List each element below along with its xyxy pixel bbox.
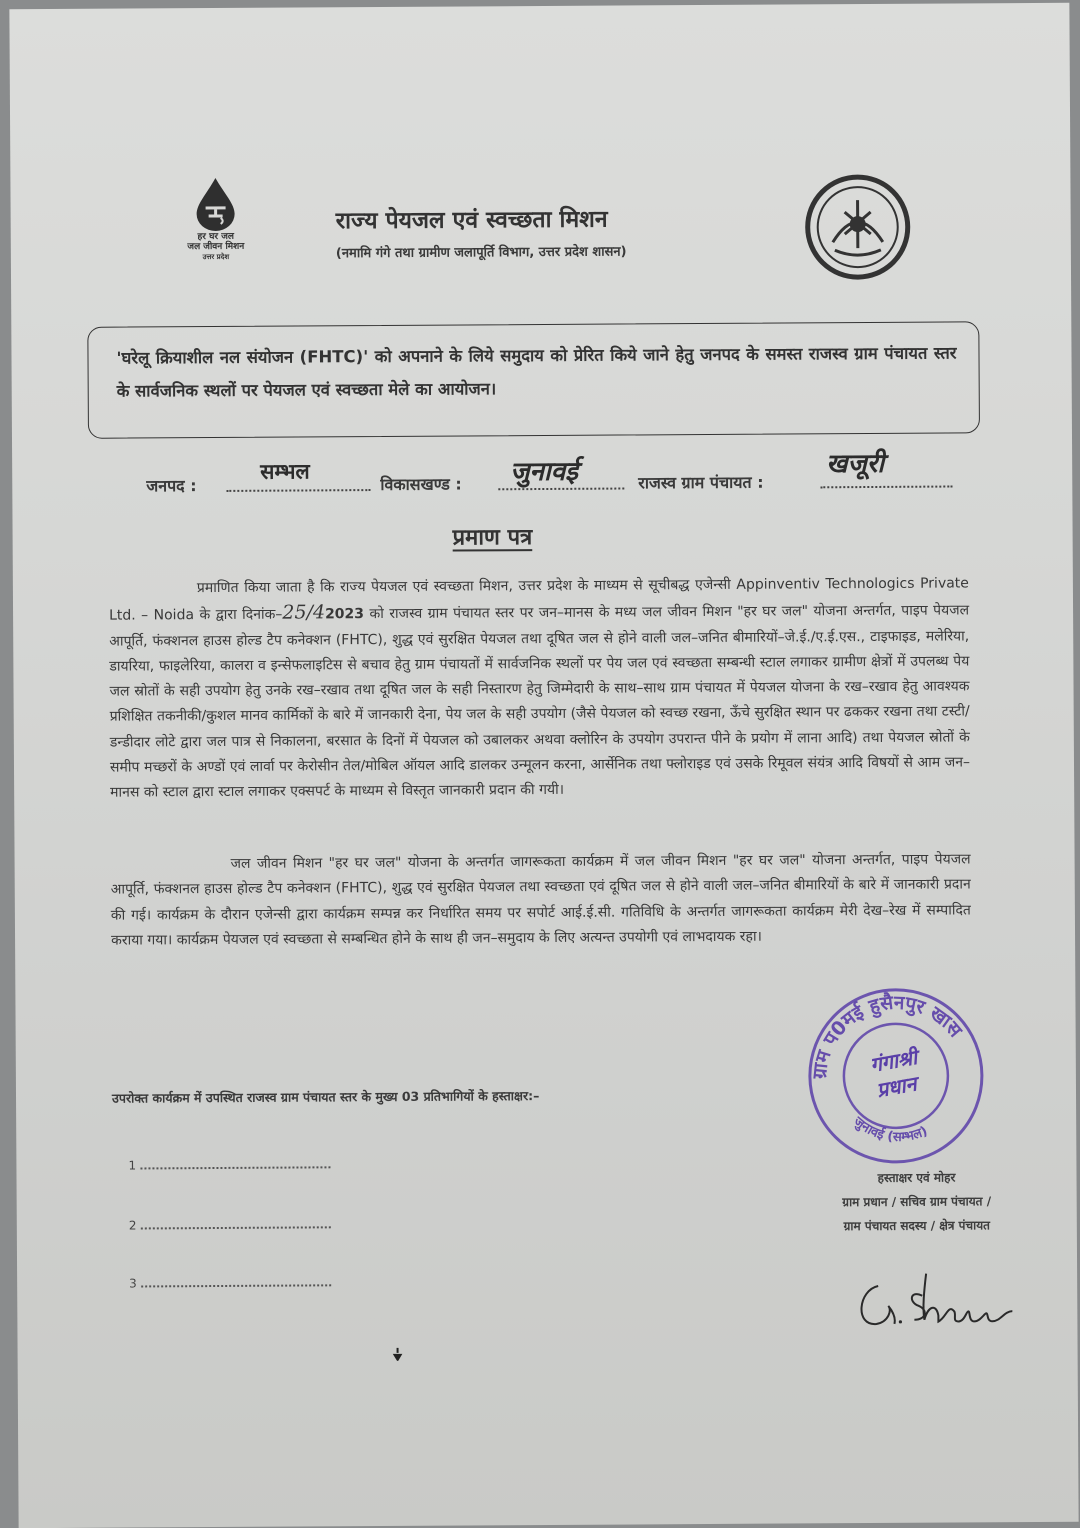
district-value: सम्भल — [260, 459, 310, 484]
event-title-box: 'घरेलू क्रियाशील नल संयोजन (FHTC)' को अपनाने के लिये समुदाय को प्रेरित किये जाने हेतु जनपद के समस्त राजस्व ग्राम पंचायत स्तर के सार्वजनिक स्थलों पर पेयजल एवं स्वच्छता मेले का आयोजन। — [87, 321, 980, 438]
svg-text:जुनावई (सम्भल) — [850, 1113, 930, 1145]
stamp-circle — [795, 983, 996, 1164]
block-label: विकासखण्ड : — [380, 474, 462, 494]
document-page — [9, 3, 1078, 1528]
panchayat-label: राजस्व ग्राम पंचायत : — [638, 472, 764, 493]
logo-caption-1: हर घर जल — [197, 231, 235, 243]
panchayat-value-handwritten: खजूरी — [826, 448, 885, 480]
stamp-bottom-text: जुनावई (सम्भल) — [850, 1114, 930, 1146]
line-number: 2 — [128, 1218, 137, 1233]
district-label: जनपद : — [146, 476, 197, 496]
uttar-pradesh-emblem-seal — [802, 172, 913, 283]
signatory-designation-2: ग्राम पंचायत सदस्य / क्षेत्र पंचायत — [843, 1218, 991, 1234]
certificate-paragraph-1 — [109, 571, 970, 806]
participant-signature-line-3 — [129, 1275, 331, 1290]
stamp-ring-text: ग्राम प0मई हुसैनपुर खास — [808, 991, 967, 1080]
gram-pradhan-stamp — [795, 983, 996, 1164]
org-title: राज्य पेयजल एवं स्वच्छता मिशन — [335, 206, 608, 235]
event-date-handwritten: 25/4 — [282, 601, 326, 624]
logo-caption-3: उत्तर प्रदेश — [202, 252, 230, 262]
water-drop-icon — [192, 176, 238, 232]
participant-signature-line-1 — [128, 1157, 330, 1172]
org-subtitle: (नमामि गंगे तथा ग्रामीण जलापूर्ति विभाग, उत्तर प्रदेश शासन) — [335, 244, 627, 262]
signatory-designation-1: ग्राम प्रधान / सचिव ग्राम पंचायत / — [842, 1194, 992, 1210]
attendance-text: उपरोक्त कार्यक्रम में उपस्थित राजस्व ग्राम पंचायत स्तर के मुख्य 03 प्रतिभागियों के हस्ताक्षर:– — [111, 1088, 540, 1106]
handwritten-signature — [852, 1265, 1032, 1336]
line-number: 1 — [128, 1158, 137, 1173]
line-number: 3 — [129, 1276, 137, 1291]
ink-mark — [393, 1347, 403, 1361]
certificate-title: प्रमाण पत्र — [452, 525, 533, 551]
para1-before-date: प्रमाणित किया जाता है कि राज्य पेयजल एवं स्वच्छता मिशन, उत्तर प्रदेश के माध्यम से सूचीबद्ध एजेन्सी Appinventiv Technologics Private Ltd. – Noida के द्वारा दिनांक– — [109, 575, 969, 624]
logo-caption-2: जल जीवन मिशन — [187, 241, 245, 253]
stamp-designation-text: प्रधान — [874, 1071, 919, 1103]
har-ghar-jal-logo — [160, 176, 271, 263]
certificate-paragraph-2: जल जीवन मिशन "हर घर जल" योजना के अन्तर्गत जागरूकता कार्यक्रम में जल जीवन मिशन "हर घर जल" योजना अन्तर्गत, पाइप पेयजल आपूर्ति, फंक्शनल हाउस होल्ड टैप कनेक्शन (FHTC), शुद्ध एवं सुरक्षित पेयजल तथा स्वच्छता एवं दूषित जल से होने वाली जल–जनित बीमारियों के बारे में जानकारी प्रदान की गई। कार्यक्रम के दौरान एजेन्सी द्वारा कार्यक्रम सम्पन्न कर निर्धारित समय पर सपोर्ट आई.ई.सी. गतिविधि के अन्तर्गत जागरूकता कार्यक्रम मेरी देख–रेख में सम्पादित कराया गया। कार्यक्रम पेयजल एवं स्वच्छता से सम्बन्धित होने के साथ ही जन–समुदाय के लिए अत्यन्त उपयोगी एवं लाभदायक रहा। — [110, 851, 971, 949]
para1-after-date: को राजस्व ग्राम पंचायत स्तर पर जन–मानस के मध्य जल जीवन मिशन "हर घर जल" योजना अन्तर्गत, पाइप पेयजल आपूर्ति, फंक्शनल हाउस होल्ड टैप कनेक्शन (FHTC), शुद्ध एवं सुरक्षित पेयजल तथा दूषित जल से होने वाली जल–जनित बीमारियों–जे.ई./ए.ई.एस., टाइफाइड, मलेरिया, डायरिया, फाइलेरिया, कालरा व इन्सेफलाइटिस से बचाव हेतु ग्राम पंचायतों में सार्वजनिक स्थलों पर पेय जल एवं स्वच्छता सम्बन्धी स्टाल लगाकर ग्रामीण क्षेत्रों में उपलब्ध पेय जल स्रोतों के सही उपयोग हेतु उनके रख–रखाव तथा दूषित जल के सही निस्तारण हेतु जिम्मेदारी के साथ–साथ ग्राम पंचायत में पेयजल योजना के रख–रखाव हेतु आवश्यक प्रशिक्षित तकनीकी/कुशल मानव कार्मिकों के बारे में जानकारी देना, पेय जल के सही उपयोग (जैसे पेयजल को स्वच्छ रखना, ऊँचे सुरक्षित स्थान पर ढककर रखना तथा टस्टी/डन्डीदार लोटे द्वारा जल पात्र से निकालना, बरसात के दिनों में पेयजल को उबालकर अथवा क्लोरिन के उपयोग उपरान्त पीने के प्रयोग में लाना आदि) तथा पेयजल स्रोतों के समीप मच्छरों के अण्डों एवं लार्वा पर केरोसीन तेल/मोबिल ऑयल आदि डालकर उन्मूलन करना, आर्सेनिक तथा फ्लोराइड एवं उसके रिमूवल संयंत्र आदि विषयों से आम जन–मानस को स्टाल द्वारा स्टाल लगाकर एक्सपर्ट के माध्यम से विस्तृत जानकारी प्रदान की गयी। — [109, 602, 971, 802]
location-row — [130, 448, 970, 500]
stamp-name-text: गंगाश्री — [868, 1045, 919, 1078]
signatory-block — [776, 1165, 1056, 1239]
sign-stamp-label: हस्ताक्षर एवं मोहर — [877, 1170, 956, 1185]
block-value-handwritten: जुनावई — [510, 456, 578, 488]
event-date-year: 2023 — [324, 606, 365, 623]
participant-signature-line-2 — [129, 1217, 331, 1232]
